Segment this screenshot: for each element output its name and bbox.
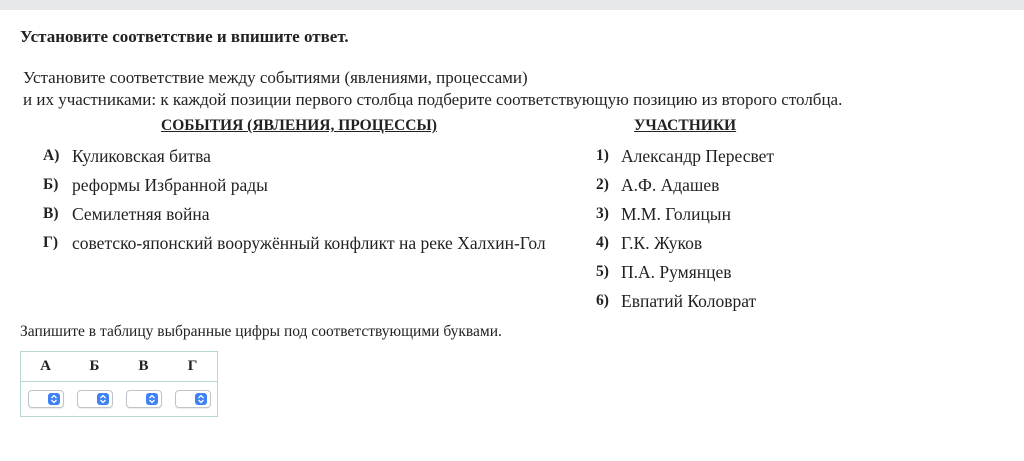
event-text: Семилетняя война — [72, 204, 210, 224]
participant-text: Александр Пересвет — [621, 146, 775, 166]
event-text: реформы Избранной рады — [72, 175, 268, 195]
answer-cell-b — [70, 382, 119, 417]
participant-text: А.Ф. Адашев — [621, 175, 720, 195]
task-description — [23, 67, 842, 111]
participant-text: Евпатий Коловрат — [621, 291, 757, 311]
event-key: А) — [43, 147, 60, 164]
participant-key: 1) — [596, 147, 609, 164]
answer-cell-g — [168, 382, 218, 417]
event-key: Г) — [43, 234, 59, 251]
answer-column-header-a: А — [40, 358, 51, 374]
participant-text: Г.К. Жуков — [621, 233, 703, 253]
event-key: Б) — [43, 176, 59, 193]
events-column-header: СОБЫТИЯ (ЯВЛЕНИЯ, ПРОЦЕССЫ) — [161, 117, 437, 134]
event-key: В) — [43, 205, 59, 222]
top-bar — [0, 0, 1024, 10]
participants-column-header: УЧАСТНИКИ — [634, 117, 737, 134]
event-text: Куликовская битва — [72, 146, 211, 166]
answer-table — [20, 351, 218, 417]
answer-select-g[interactable] — [175, 390, 211, 408]
answer-select-v[interactable] — [126, 390, 162, 408]
answer-column-header-v: В — [138, 358, 149, 374]
select-arrows-icon — [195, 393, 207, 405]
participant-key: 3) — [596, 205, 609, 222]
participant-key: 4) — [596, 234, 609, 251]
answer-column-header-b: Б — [89, 358, 100, 374]
answer-column-header-g: Г — [187, 358, 198, 374]
event-text: советско-японский вооружённый конфликт на реке Халхин-Гол — [72, 233, 546, 253]
select-arrows-icon — [97, 393, 109, 405]
participant-text: М.М. Голицын — [621, 204, 731, 224]
answer-cell-v — [119, 382, 168, 417]
answer-instruction: Запишите в таблицу выбранные цифры под соответствующими буквами. — [20, 323, 502, 340]
participant-key: 6) — [596, 292, 609, 309]
task-description-line-1: Установите соответствие между событиями (явлениями, процессами) — [23, 68, 528, 87]
participant-key: 2) — [596, 176, 609, 193]
answer-cell-a — [21, 382, 71, 417]
answer-select-b[interactable] — [77, 390, 113, 408]
task-heading: Установите соответствие и впишите ответ. — [20, 27, 349, 46]
task-description-line-2: и их участниками: к каждой позиции первого столбца подберите соответствующую позицию из второго столбца. — [23, 90, 843, 109]
select-arrows-icon — [48, 393, 60, 405]
participant-key: 5) — [596, 263, 609, 280]
select-arrows-icon — [146, 393, 158, 405]
answer-select-a[interactable] — [28, 390, 64, 408]
participant-text: П.А. Румянцев — [621, 262, 732, 282]
